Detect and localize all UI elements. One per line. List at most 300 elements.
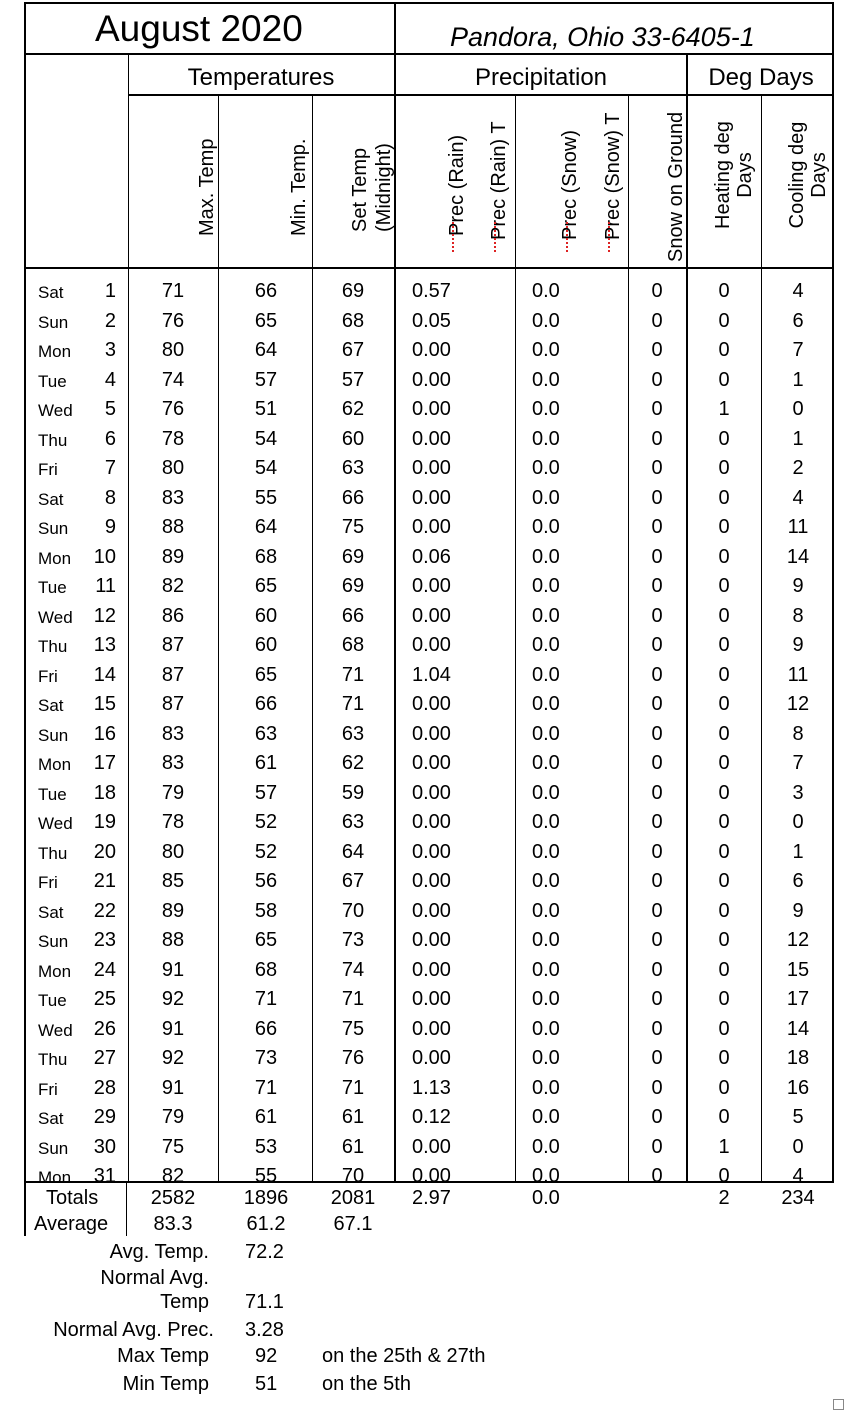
row-prec-rain: 0.00 bbox=[412, 1017, 451, 1040]
row-day-of-week: Tue bbox=[38, 371, 67, 391]
table-row bbox=[0, 1073, 856, 1102]
min-temp-label: Min Temp bbox=[122, 1373, 209, 1395]
row-cooling-deg-days: 16 bbox=[786, 1076, 810, 1099]
row-snow-on-ground: 0 bbox=[651, 722, 663, 745]
normal-avg-label-line2: Temp bbox=[160, 1291, 209, 1313]
table-row bbox=[0, 601, 856, 630]
row-day-of-week: Sun bbox=[38, 519, 69, 538]
average-label: Average bbox=[34, 1213, 109, 1235]
row-prec-rain: 1.04 bbox=[412, 663, 451, 686]
row-heating-deg-days: 0 bbox=[718, 486, 730, 509]
row-set-temp: 71 bbox=[341, 1076, 365, 1099]
row-prec-rain: 0.00 bbox=[412, 899, 451, 922]
row-min-temp: 56 bbox=[254, 870, 278, 892]
row-snow-on-ground: 0 bbox=[651, 604, 663, 627]
row-prec-rain: 0.00 bbox=[412, 1047, 451, 1069]
row-day-of-week: Sun bbox=[38, 312, 69, 332]
row-prec-rain: 0.00 bbox=[412, 486, 451, 509]
row-max-temp: 87 bbox=[161, 663, 185, 686]
row-day-of-week: Mon bbox=[38, 342, 72, 361]
row-min-temp: 65 bbox=[254, 309, 278, 332]
row-snow-on-ground: 0 bbox=[651, 634, 663, 656]
row-prec-snow: 0.0 bbox=[532, 899, 560, 922]
row-day-of-week: Fri bbox=[38, 1079, 58, 1099]
row-cooling-deg-days: 11 bbox=[787, 663, 809, 686]
table-row bbox=[0, 630, 856, 659]
row-cooling-deg-days: 14 bbox=[786, 1017, 810, 1040]
col-header-snow-on-ground: Snow on Ground bbox=[665, 111, 687, 262]
row-day-number: 4 bbox=[104, 368, 116, 391]
spellcheck-mark bbox=[562, 222, 568, 252]
row-prec-snow: 0.0 bbox=[532, 280, 560, 302]
table-row bbox=[0, 1102, 856, 1131]
group-temperatures: Temperatures bbox=[187, 64, 335, 91]
row-prec-rain: 0.00 bbox=[412, 929, 451, 951]
row-heating-deg-days: 0 bbox=[718, 663, 730, 686]
row-prec-rain: 1.13 bbox=[412, 1076, 451, 1099]
row-max-temp: 86 bbox=[161, 604, 185, 627]
row-prec-snow: 0.0 bbox=[532, 870, 560, 892]
row-min-temp: 66 bbox=[254, 1017, 278, 1040]
row-min-temp: 68 bbox=[254, 545, 278, 568]
max-temp-value: 92 bbox=[255, 1345, 278, 1367]
row-snow-on-ground: 0 bbox=[651, 1076, 663, 1099]
row-day-number: 18 bbox=[93, 781, 116, 804]
row-heating-deg-days: 0 bbox=[718, 693, 730, 715]
table-row bbox=[0, 1014, 856, 1043]
row-prec-snow: 0.0 bbox=[532, 309, 560, 332]
row-min-temp: 61 bbox=[254, 752, 278, 774]
row-heating-deg-days: 0 bbox=[718, 545, 730, 568]
row-prec-snow: 0.0 bbox=[532, 339, 560, 361]
row-min-temp: 63 bbox=[254, 722, 278, 745]
row-day-of-week: Wed bbox=[38, 607, 73, 627]
row-day-number: 12 bbox=[93, 604, 116, 627]
row-set-temp: 61 bbox=[341, 1135, 365, 1158]
row-set-temp: 59 bbox=[341, 781, 365, 804]
row-cooling-deg-days: 4 bbox=[792, 280, 804, 302]
row-day-number: 13 bbox=[93, 634, 116, 656]
row-prec-snow: 0.0 bbox=[532, 1165, 560, 1187]
row-day-of-week: Thu bbox=[38, 1050, 68, 1069]
header-divider bbox=[24, 267, 834, 269]
table-row bbox=[0, 925, 856, 954]
row-heating-deg-days: 0 bbox=[718, 634, 730, 656]
row-max-temp: 89 bbox=[161, 545, 185, 568]
row-day-of-week: Tue bbox=[38, 784, 67, 804]
row-max-temp: 91 bbox=[161, 1017, 185, 1040]
row-cooling-deg-days: 9 bbox=[792, 634, 804, 656]
row-min-temp: 68 bbox=[254, 958, 278, 981]
table-row bbox=[0, 542, 856, 571]
row-day-of-week: Sun bbox=[38, 725, 69, 745]
row-heating-deg-days: 0 bbox=[718, 1165, 730, 1187]
row-cooling-deg-days: 0 bbox=[792, 398, 804, 420]
row-min-temp: 58 bbox=[254, 899, 278, 922]
table-row bbox=[0, 483, 856, 512]
col-header-min-temp: Min. Temp. bbox=[288, 138, 310, 236]
row-prec-snow: 0.0 bbox=[532, 781, 560, 804]
row-day-of-week: Mon bbox=[38, 1168, 72, 1187]
row-set-temp: 61 bbox=[341, 1106, 365, 1128]
row-max-temp: 83 bbox=[161, 722, 185, 745]
row-min-temp: 57 bbox=[254, 781, 278, 804]
min-temp-value: 51 bbox=[255, 1373, 278, 1395]
table-row bbox=[0, 306, 856, 335]
row-day-number: 11 bbox=[95, 575, 116, 597]
col-header-set-temp bbox=[348, 102, 396, 232]
row-cooling-deg-days: 15 bbox=[786, 958, 810, 981]
row-prec-rain: 0.06 bbox=[412, 545, 451, 568]
row-prec-snow: 0.0 bbox=[532, 1106, 560, 1128]
row-heating-deg-days: 0 bbox=[718, 457, 730, 479]
row-heating-deg-days: 0 bbox=[718, 339, 730, 361]
row-set-temp: 63 bbox=[341, 811, 365, 833]
table-row bbox=[0, 512, 856, 541]
row-day-number: 28 bbox=[93, 1076, 116, 1099]
row-max-temp: 80 bbox=[161, 339, 185, 361]
row-max-temp: 92 bbox=[161, 988, 185, 1010]
row-day-of-week: Wed bbox=[38, 1020, 73, 1040]
set-temp-label-line1: Set Temp bbox=[349, 147, 371, 232]
row-day-number: 24 bbox=[93, 958, 116, 981]
row-prec-rain: 0.00 bbox=[412, 988, 451, 1010]
row-prec-snow: 0.0 bbox=[532, 575, 560, 597]
row-min-temp: 65 bbox=[254, 575, 278, 597]
row-prec-snow: 0.0 bbox=[532, 988, 560, 1010]
row-min-temp: 53 bbox=[254, 1135, 278, 1158]
row-prec-rain: 0.00 bbox=[412, 634, 451, 656]
table-row bbox=[0, 365, 856, 394]
title-divider bbox=[24, 53, 834, 55]
row-snow-on-ground: 0 bbox=[651, 339, 663, 361]
row-snow-on-ground: 0 bbox=[651, 427, 663, 450]
row-min-temp: 55 bbox=[254, 1165, 278, 1187]
row-heating-deg-days: 0 bbox=[718, 604, 730, 627]
col-header-cooling-deg-days bbox=[786, 110, 830, 240]
table-row bbox=[0, 837, 856, 866]
row-prec-snow: 0.0 bbox=[532, 929, 560, 951]
row-cooling-deg-days: 7 bbox=[792, 752, 804, 774]
spellcheck-mark bbox=[604, 222, 610, 252]
row-max-temp: 82 bbox=[161, 1165, 185, 1187]
row-snow-on-ground: 0 bbox=[651, 693, 663, 715]
normal-avg-label-line1: Normal Avg. bbox=[100, 1267, 209, 1289]
row-cooling-deg-days: 3 bbox=[792, 781, 804, 804]
row-heating-deg-days: 0 bbox=[718, 870, 730, 892]
row-cooling-deg-days: 1 bbox=[792, 427, 804, 450]
row-max-temp: 80 bbox=[161, 457, 185, 479]
row-day-number: 31 bbox=[93, 1165, 116, 1187]
row-cooling-deg-days: 1 bbox=[792, 368, 804, 391]
average-max: 83.3 bbox=[153, 1213, 193, 1235]
row-max-temp: 87 bbox=[161, 693, 185, 715]
row-snow-on-ground: 0 bbox=[651, 575, 663, 597]
row-day-of-week: Sat bbox=[38, 696, 64, 715]
row-prec-rain: 0.00 bbox=[412, 575, 451, 597]
row-max-temp: 92 bbox=[161, 1047, 185, 1069]
row-set-temp: 74 bbox=[341, 958, 365, 981]
row-prec-rain: 0.00 bbox=[412, 781, 451, 804]
row-prec-snow: 0.0 bbox=[532, 634, 560, 656]
row-set-temp: 76 bbox=[341, 1047, 365, 1069]
row-min-temp: 51 bbox=[254, 398, 278, 420]
row-snow-on-ground: 0 bbox=[651, 1017, 663, 1040]
average-set: 67.1 bbox=[333, 1213, 373, 1235]
row-snow-on-ground: 0 bbox=[651, 516, 663, 538]
row-set-temp: 69 bbox=[341, 575, 365, 597]
row-heating-deg-days: 1 bbox=[718, 398, 730, 420]
row-heating-deg-days: 0 bbox=[718, 781, 730, 804]
row-prec-snow: 0.0 bbox=[532, 398, 560, 420]
row-day-number: 3 bbox=[104, 339, 116, 361]
normal-avg-prec-value: 3.28 bbox=[245, 1319, 284, 1341]
row-prec-rain: 0.00 bbox=[412, 958, 451, 981]
row-prec-snow: 0.0 bbox=[532, 368, 560, 391]
heating-label-line2: Days bbox=[734, 152, 756, 198]
row-set-temp: 69 bbox=[341, 280, 365, 302]
row-set-temp: 71 bbox=[341, 988, 365, 1010]
row-cooling-deg-days: 4 bbox=[792, 1165, 804, 1187]
row-heating-deg-days: 0 bbox=[718, 752, 730, 774]
totals-label-divider bbox=[126, 1183, 127, 1236]
row-min-temp: 60 bbox=[254, 634, 278, 656]
table-row bbox=[0, 394, 856, 423]
row-day-of-week: Sat bbox=[38, 902, 64, 922]
row-snow-on-ground: 0 bbox=[651, 545, 663, 568]
row-prec-rain: 0.00 bbox=[412, 604, 451, 627]
row-set-temp: 71 bbox=[341, 693, 365, 715]
set-temp-label-line2: (Midnight) bbox=[373, 143, 395, 232]
max-temp-label: Max Temp bbox=[117, 1345, 209, 1367]
average-min: 61.2 bbox=[246, 1213, 286, 1235]
row-min-temp: 60 bbox=[254, 604, 278, 627]
row-max-temp: 78 bbox=[161, 427, 185, 450]
row-day-of-week: Fri bbox=[38, 873, 58, 892]
normal-avg-temp-value: 71.1 bbox=[245, 1291, 284, 1313]
row-prec-rain: 0.00 bbox=[412, 811, 451, 833]
row-day-of-week: Mon bbox=[38, 755, 72, 774]
row-day-number: 14 bbox=[93, 663, 116, 686]
row-cooling-deg-days: 12 bbox=[786, 929, 810, 951]
row-max-temp: 91 bbox=[161, 1076, 185, 1099]
row-prec-snow: 0.0 bbox=[532, 545, 560, 568]
row-day-number: 27 bbox=[93, 1047, 116, 1069]
row-prec-rain: 0.00 bbox=[412, 870, 451, 892]
row-snow-on-ground: 0 bbox=[651, 309, 663, 332]
row-cooling-deg-days: 1 bbox=[792, 840, 804, 863]
row-cooling-deg-days: 4 bbox=[792, 486, 804, 509]
row-prec-snow: 0.0 bbox=[532, 958, 560, 981]
row-prec-rain: 0.00 bbox=[412, 1135, 451, 1158]
table-row bbox=[0, 335, 856, 364]
row-heating-deg-days: 0 bbox=[718, 899, 730, 922]
row-heating-deg-days: 0 bbox=[718, 516, 730, 538]
table-row bbox=[0, 984, 856, 1013]
row-cooling-deg-days: 0 bbox=[792, 811, 804, 833]
group-precipitation: Precipitation bbox=[474, 64, 608, 91]
row-set-temp: 62 bbox=[341, 398, 365, 420]
row-set-temp: 66 bbox=[341, 604, 365, 627]
row-cooling-deg-days: 6 bbox=[792, 309, 804, 332]
row-max-temp: 82 bbox=[161, 575, 185, 597]
table-row bbox=[0, 1043, 856, 1072]
min-temp-note: on the 5th bbox=[322, 1373, 411, 1395]
row-cooling-deg-days: 6 bbox=[792, 870, 804, 892]
row-set-temp: 64 bbox=[341, 840, 365, 863]
row-max-temp: 89 bbox=[161, 899, 185, 922]
spellcheck-mark bbox=[448, 222, 454, 252]
row-set-temp: 68 bbox=[341, 634, 365, 656]
row-day-number: 21 bbox=[93, 870, 116, 892]
row-snow-on-ground: 0 bbox=[651, 958, 663, 981]
table-row bbox=[0, 866, 856, 895]
row-set-temp: 60 bbox=[341, 427, 365, 450]
table-row bbox=[0, 1161, 856, 1190]
totals-heat: 2 bbox=[718, 1187, 730, 1209]
row-day-of-week: Fri bbox=[38, 460, 58, 479]
row-heating-deg-days: 0 bbox=[718, 988, 730, 1010]
row-snow-on-ground: 0 bbox=[651, 1135, 663, 1158]
row-set-temp: 57 bbox=[341, 368, 365, 391]
avg-temp-label: Avg. Temp. bbox=[109, 1241, 209, 1263]
row-day-of-week: Wed bbox=[38, 401, 73, 420]
row-max-temp: 87 bbox=[161, 634, 185, 656]
row-heating-deg-days: 0 bbox=[718, 958, 730, 981]
row-prec-snow: 0.0 bbox=[532, 811, 560, 833]
row-prec-rain: 0.00 bbox=[412, 398, 451, 420]
row-snow-on-ground: 0 bbox=[651, 899, 663, 922]
row-max-temp: 91 bbox=[161, 958, 185, 981]
row-prec-snow: 0.0 bbox=[532, 1047, 560, 1069]
row-heating-deg-days: 0 bbox=[718, 575, 730, 597]
row-min-temp: 54 bbox=[254, 427, 278, 450]
page-title: August 2020 bbox=[95, 8, 303, 49]
row-prec-rain: 0.00 bbox=[412, 368, 451, 391]
row-min-temp: 73 bbox=[254, 1047, 278, 1069]
row-snow-on-ground: 0 bbox=[651, 840, 663, 863]
row-heating-deg-days: 0 bbox=[718, 1106, 730, 1128]
col-header-prec-snow-t: Prec (Snow) T bbox=[602, 112, 624, 240]
row-cooling-deg-days: 8 bbox=[792, 604, 804, 627]
row-prec-rain: 0.00 bbox=[412, 1165, 451, 1187]
row-prec-snow: 0.0 bbox=[532, 1076, 560, 1099]
row-day-of-week: Sat bbox=[38, 283, 64, 302]
row-cooling-deg-days: 12 bbox=[786, 693, 810, 715]
row-prec-snow: 0.0 bbox=[532, 457, 560, 479]
row-snow-on-ground: 0 bbox=[651, 988, 663, 1010]
row-day-number: 30 bbox=[93, 1135, 116, 1158]
normal-avg-prec-label: Normal Avg. Prec. bbox=[53, 1319, 214, 1341]
row-prec-rain: 0.00 bbox=[412, 427, 451, 450]
row-snow-on-ground: 0 bbox=[651, 457, 663, 479]
row-prec-rain: 0.00 bbox=[412, 457, 451, 479]
row-set-temp: 75 bbox=[341, 1017, 365, 1040]
row-day-of-week: Sun bbox=[38, 932, 69, 951]
heating-label-line1: Heating deg bbox=[712, 121, 734, 229]
row-day-of-week: Tue bbox=[38, 991, 67, 1010]
row-prec-snow: 0.0 bbox=[532, 427, 560, 450]
table-row bbox=[0, 1132, 856, 1161]
row-day-number: 9 bbox=[104, 516, 116, 538]
row-day-of-week: Mon bbox=[38, 548, 72, 568]
row-max-temp: 76 bbox=[161, 398, 185, 420]
row-cooling-deg-days: 0 bbox=[792, 1135, 804, 1158]
row-set-temp: 69 bbox=[341, 545, 365, 568]
row-max-temp: 88 bbox=[161, 929, 185, 951]
row-prec-snow: 0.0 bbox=[532, 486, 560, 509]
col-header-prec-snow: Prec (Snow) bbox=[559, 129, 581, 240]
row-set-temp: 66 bbox=[341, 486, 365, 509]
table-row bbox=[0, 689, 856, 718]
row-min-temp: 65 bbox=[254, 929, 278, 951]
row-heating-deg-days: 0 bbox=[718, 840, 730, 863]
row-min-temp: 71 bbox=[254, 988, 278, 1010]
row-min-temp: 61 bbox=[254, 1106, 278, 1128]
table-row bbox=[0, 571, 856, 600]
row-max-temp: 79 bbox=[161, 781, 185, 804]
row-prec-rain: 0.00 bbox=[412, 516, 451, 538]
row-snow-on-ground: 0 bbox=[651, 811, 663, 833]
row-prec-rain: 0.00 bbox=[412, 339, 451, 361]
row-snow-on-ground: 0 bbox=[651, 1165, 663, 1187]
row-heating-deg-days: 0 bbox=[718, 368, 730, 391]
row-day-number: 6 bbox=[104, 427, 116, 450]
row-day-number: 2 bbox=[104, 309, 116, 332]
row-day-number: 7 bbox=[104, 457, 116, 479]
row-cooling-deg-days: 18 bbox=[786, 1047, 810, 1069]
row-heating-deg-days: 0 bbox=[718, 1017, 730, 1040]
row-min-temp: 66 bbox=[254, 693, 278, 715]
row-snow-on-ground: 0 bbox=[651, 870, 663, 892]
row-prec-snow: 0.0 bbox=[532, 516, 560, 538]
row-set-temp: 67 bbox=[341, 339, 365, 361]
row-snow-on-ground: 0 bbox=[651, 781, 663, 804]
row-prec-rain: 0.00 bbox=[412, 840, 451, 863]
row-min-temp: 52 bbox=[254, 840, 278, 863]
row-cooling-deg-days: 17 bbox=[786, 988, 810, 1010]
row-day-number: 22 bbox=[93, 899, 116, 922]
row-set-temp: 63 bbox=[341, 457, 365, 479]
row-cooling-deg-days: 7 bbox=[792, 339, 804, 361]
row-max-temp: 74 bbox=[161, 368, 185, 391]
row-snow-on-ground: 0 bbox=[651, 280, 663, 302]
row-day-of-week: Thu bbox=[38, 430, 68, 450]
row-day-of-week: Wed bbox=[38, 814, 73, 833]
row-min-temp: 57 bbox=[254, 368, 278, 391]
row-heating-deg-days: 0 bbox=[718, 929, 730, 951]
row-max-temp: 78 bbox=[161, 811, 185, 833]
row-max-temp: 83 bbox=[161, 752, 185, 774]
row-snow-on-ground: 0 bbox=[651, 1047, 663, 1069]
avg-temp-value: 72.2 bbox=[245, 1241, 284, 1263]
row-snow-on-ground: 0 bbox=[651, 752, 663, 774]
table-row bbox=[0, 807, 856, 836]
row-day-number: 15 bbox=[93, 693, 116, 715]
row-day-of-week: Sun bbox=[38, 1138, 69, 1158]
row-heating-deg-days: 0 bbox=[718, 280, 730, 302]
cooling-label-line1: Cooling deg bbox=[786, 121, 808, 229]
row-day-number: 5 bbox=[104, 398, 116, 420]
row-min-temp: 64 bbox=[254, 516, 278, 538]
row-max-temp: 79 bbox=[161, 1106, 185, 1128]
row-max-temp: 85 bbox=[161, 870, 185, 892]
table-row bbox=[0, 955, 856, 984]
row-prec-snow: 0.0 bbox=[532, 604, 560, 627]
totals-min: 1896 bbox=[243, 1187, 289, 1209]
row-day-number: 29 bbox=[93, 1106, 116, 1128]
row-prec-snow: 0.0 bbox=[532, 1135, 560, 1158]
